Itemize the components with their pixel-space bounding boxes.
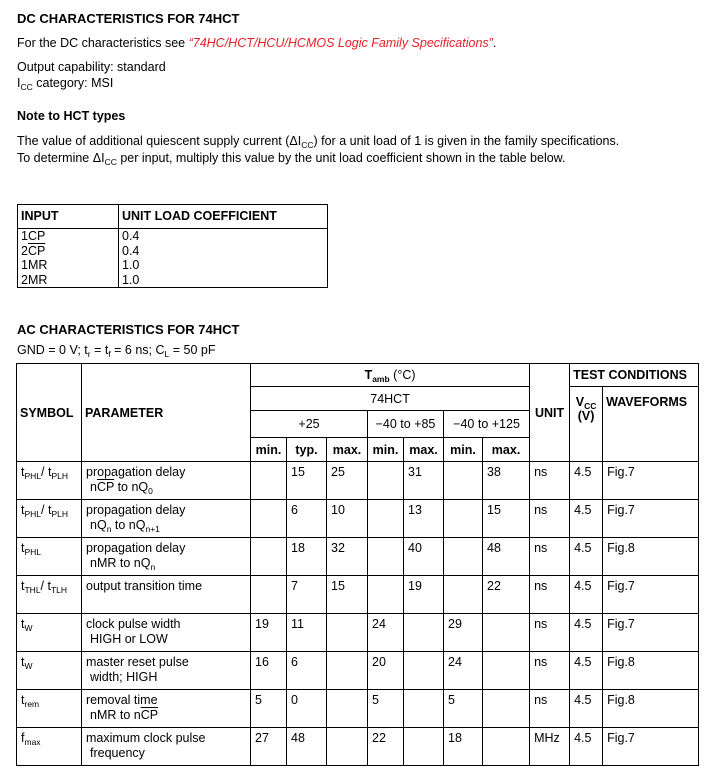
header-coef: UNIT LOAD COEFFICIENT bbox=[119, 205, 328, 229]
max85-cell bbox=[404, 652, 444, 690]
note-text: per input, multiply this value by the unit load coefficient shown in the table below. bbox=[116, 151, 566, 165]
parameter-cell bbox=[82, 728, 251, 766]
output-capability: Output capability: standard bbox=[17, 60, 166, 74]
text-segment: t bbox=[21, 503, 25, 517]
parameter-name: propagation delay bbox=[86, 541, 186, 555]
unit-cell: ns bbox=[530, 690, 570, 728]
max125-cell: 22 bbox=[483, 576, 530, 614]
min125-cell: 29 bbox=[444, 614, 483, 652]
unit-cell: ns bbox=[530, 462, 570, 500]
typ25-cell: 15 bbox=[287, 462, 327, 500]
parameter-cell bbox=[82, 576, 251, 614]
icc-value: category: MSI bbox=[32, 76, 114, 90]
min125-cell: 5 bbox=[444, 690, 483, 728]
header-unit: UNIT bbox=[530, 364, 570, 462]
typ25-cell: 11 bbox=[287, 614, 327, 652]
intro-period: . bbox=[492, 36, 497, 50]
note-text: The value of additional quiescent supply current (ΔI bbox=[17, 134, 302, 148]
input-overline: $\overline{CP}$ bbox=[27, 229, 46, 243]
icc-label: I bbox=[17, 76, 21, 90]
symbol-cell bbox=[17, 576, 82, 614]
text-segment: TLH bbox=[50, 585, 68, 595]
min125-cell bbox=[444, 538, 483, 576]
cond-sub: r bbox=[87, 349, 91, 359]
text-segment: n bbox=[150, 562, 156, 572]
unit-cell: ns bbox=[530, 500, 570, 538]
min85-cell bbox=[368, 538, 404, 576]
min85-cell: 22 bbox=[368, 728, 404, 766]
table-row bbox=[17, 652, 699, 690]
header-min: min. bbox=[368, 438, 404, 462]
parameter-cell bbox=[82, 500, 251, 538]
typ25-cell: 6 bbox=[287, 652, 327, 690]
table-row bbox=[17, 500, 699, 538]
max25-cell bbox=[327, 652, 368, 690]
symbol-cell bbox=[17, 652, 82, 690]
max125-cell: 15 bbox=[483, 500, 530, 538]
min125-cell bbox=[444, 500, 483, 538]
min25-cell bbox=[251, 576, 287, 614]
typ25-cell: 7 bbox=[287, 576, 327, 614]
parameter-detail bbox=[86, 708, 246, 723]
input-name: 2 bbox=[21, 243, 28, 258]
header-vcc bbox=[570, 387, 603, 462]
unit-cell: MHz bbox=[530, 728, 570, 766]
text-segment: f bbox=[21, 731, 25, 745]
symbol-cell bbox=[17, 728, 82, 766]
cond-sub: L bbox=[164, 349, 170, 359]
wave-cell: Fig.8 bbox=[603, 652, 699, 690]
symbol-cell bbox=[17, 538, 82, 576]
table-row bbox=[17, 538, 699, 576]
text-segment: PLH bbox=[51, 471, 68, 481]
text-segment: 0 bbox=[148, 486, 153, 496]
text-segment: PHL bbox=[24, 471, 42, 481]
text-segment: t bbox=[21, 579, 25, 593]
table-row bbox=[17, 462, 699, 500]
max125-cell bbox=[483, 690, 530, 728]
vcc-cell: 4.5 bbox=[570, 500, 603, 538]
wave-cell: Fig.7 bbox=[603, 614, 699, 652]
text-segment: rem bbox=[24, 699, 40, 709]
ac-conditions bbox=[17, 343, 216, 357]
min25-cell bbox=[251, 538, 287, 576]
parameter-name: maximum clock pulse bbox=[86, 731, 206, 745]
cond-text: = 6 ns; C bbox=[110, 343, 165, 357]
wave-cell: Fig.8 bbox=[603, 690, 699, 728]
parameter-name: propagation delay bbox=[86, 503, 186, 517]
text-segment: nMR to nQ bbox=[90, 556, 151, 570]
table-row bbox=[18, 273, 328, 288]
vcc-unit: (V) bbox=[577, 409, 595, 423]
note-text: ) for a unit load of 1 is given in the family specifications. bbox=[313, 134, 620, 148]
max25-cell bbox=[327, 614, 368, 652]
parameter-detail bbox=[86, 480, 246, 495]
family-spec-link[interactable]: “74HC/HCT/HCU/HCMOS Logic Family Specifications” bbox=[188, 36, 493, 50]
coef-cell: 1.0 bbox=[122, 258, 140, 272]
wave-cell: Fig.7 bbox=[603, 576, 699, 614]
icc-category bbox=[17, 76, 113, 90]
text-segment: t bbox=[21, 465, 25, 479]
symbol-cell bbox=[17, 500, 82, 538]
header-waveforms: WAVEFORMS bbox=[603, 387, 699, 462]
wave-cell: Fig.7 bbox=[603, 500, 699, 538]
min125-cell bbox=[444, 462, 483, 500]
min25-cell bbox=[251, 462, 287, 500]
min85-cell bbox=[368, 462, 404, 500]
table-row bbox=[18, 258, 328, 273]
text-segment: n bbox=[90, 480, 97, 494]
text-segment: n+1 bbox=[145, 524, 160, 534]
text-segment: t bbox=[21, 655, 25, 669]
min125-cell: 18 bbox=[444, 728, 483, 766]
parameter-detail bbox=[86, 746, 246, 761]
text-segment: PLH bbox=[51, 509, 68, 519]
symbol-cell bbox=[17, 614, 82, 652]
parameter-name: master reset pulse bbox=[86, 655, 189, 669]
table-row bbox=[18, 229, 328, 244]
text-segment: PHL bbox=[24, 547, 42, 557]
text-segment: HIGH or LOW bbox=[90, 632, 168, 646]
header-max: max. bbox=[327, 438, 368, 462]
ac-title bbox=[17, 322, 239, 337]
header-25: +25 bbox=[251, 411, 368, 438]
header-symbol: SYMBOL bbox=[17, 364, 82, 462]
input-name: 1MR bbox=[21, 258, 48, 272]
intro-text: For the DC characteristics see bbox=[17, 36, 189, 50]
vcc-cell: 4.5 bbox=[570, 690, 603, 728]
max125-cell bbox=[483, 614, 530, 652]
header-parameter: PARAMETER bbox=[82, 364, 251, 462]
min25-cell: 27 bbox=[251, 728, 287, 766]
cond-text: = 50 pF bbox=[169, 343, 216, 357]
vcc-cell: 4.5 bbox=[570, 462, 603, 500]
max25-cell: 25 bbox=[327, 462, 368, 500]
max85-cell bbox=[404, 690, 444, 728]
min125-cell: 24 bbox=[444, 652, 483, 690]
text-segment: max bbox=[24, 737, 41, 747]
max25-cell bbox=[327, 728, 368, 766]
vcc-cell: 4.5 bbox=[570, 728, 603, 766]
max125-cell bbox=[483, 652, 530, 690]
text-segment: frequency bbox=[90, 746, 145, 760]
wave-cell: Fig.7 bbox=[603, 462, 699, 500]
max85-cell: 13 bbox=[404, 500, 444, 538]
dc-title bbox=[17, 11, 239, 26]
wave-cell: Fig.7 bbox=[603, 728, 699, 766]
header-typ: typ. bbox=[287, 438, 327, 462]
tamb-unit: (°C) bbox=[389, 368, 416, 382]
parameter-detail bbox=[86, 632, 246, 647]
parameter-cell bbox=[82, 652, 251, 690]
max25-cell bbox=[327, 690, 368, 728]
parameter-detail bbox=[86, 518, 246, 533]
min85-cell bbox=[368, 500, 404, 538]
typ25-cell: 0 bbox=[287, 690, 327, 728]
vcc-sub: CC bbox=[584, 401, 597, 411]
ac-table bbox=[16, 363, 699, 766]
table-row bbox=[18, 244, 328, 259]
unit-cell: ns bbox=[530, 538, 570, 576]
max25-cell: 10 bbox=[327, 500, 368, 538]
parameter-name: output transition time bbox=[86, 579, 203, 593]
text-segment: / t bbox=[41, 465, 52, 479]
text-segment: nQ bbox=[90, 518, 107, 532]
header-max: max. bbox=[404, 438, 444, 462]
min85-cell: 20 bbox=[368, 652, 404, 690]
cond-text: = t bbox=[90, 343, 109, 357]
parameter-cell bbox=[82, 538, 251, 576]
header-input: INPUT bbox=[18, 205, 119, 229]
header-test-conditions: TEST CONDITIONS bbox=[570, 364, 699, 387]
min25-cell: 5 bbox=[251, 690, 287, 728]
wave-cell: Fig.8 bbox=[603, 538, 699, 576]
symbol-cell bbox=[17, 690, 82, 728]
max125-cell: 48 bbox=[483, 538, 530, 576]
min25-cell: 16 bbox=[251, 652, 287, 690]
parameter-name: removal time bbox=[86, 693, 158, 707]
max85-cell: 31 bbox=[404, 462, 444, 500]
header-tamb bbox=[251, 364, 530, 387]
dc-intro bbox=[17, 36, 496, 50]
text-segment: W bbox=[24, 661, 33, 671]
input-name: 2MR bbox=[21, 272, 48, 287]
table-row bbox=[17, 728, 699, 766]
header-min: min. bbox=[251, 438, 287, 462]
typ25-cell: 48 bbox=[287, 728, 327, 766]
header-min: min. bbox=[444, 438, 483, 462]
note-sub: CC bbox=[104, 157, 117, 167]
cond-sub: f bbox=[108, 349, 111, 359]
vcc-label: V bbox=[575, 395, 585, 409]
note-line-2 bbox=[17, 151, 566, 165]
min85-cell: 5 bbox=[368, 690, 404, 728]
note-text: To determine ΔI bbox=[17, 151, 105, 165]
typ25-cell: 6 bbox=[287, 500, 327, 538]
unit-load-table bbox=[17, 204, 328, 288]
ac-heading: AC CHARACTERISTICS FOR 74HCT bbox=[17, 322, 240, 337]
text-segment: W bbox=[24, 623, 33, 633]
table-row bbox=[17, 576, 699, 614]
text-segment: n bbox=[106, 524, 112, 534]
header-family: 74HCT bbox=[251, 387, 530, 411]
text-segment: / t bbox=[40, 579, 51, 593]
note-title: Note to HCT types bbox=[17, 109, 126, 123]
min85-cell: 24 bbox=[368, 614, 404, 652]
vcc-cell: 4.5 bbox=[570, 538, 603, 576]
typ25-cell: 18 bbox=[287, 538, 327, 576]
coef-cell: 0.4 bbox=[122, 243, 140, 258]
input-cell bbox=[18, 229, 119, 244]
text-segment: THL bbox=[24, 585, 41, 595]
text-segment: t bbox=[21, 541, 25, 555]
max125-cell: 38 bbox=[483, 462, 530, 500]
text-segment: width; HIGH bbox=[90, 670, 158, 684]
table-row bbox=[17, 690, 699, 728]
table-row bbox=[17, 614, 699, 652]
coef-cell: 0.4 bbox=[122, 229, 140, 243]
note-line-1 bbox=[17, 134, 619, 148]
cond-text: GND = 0 V; t bbox=[17, 343, 88, 357]
parameter-detail bbox=[86, 670, 246, 685]
max85-cell: 19 bbox=[404, 576, 444, 614]
vcc-cell: 4.5 bbox=[570, 614, 603, 652]
max25-cell: 32 bbox=[327, 538, 368, 576]
text-segment: / t bbox=[41, 503, 52, 517]
input-cell bbox=[18, 244, 119, 259]
text-segment: t bbox=[21, 617, 25, 631]
note-sub: CC bbox=[301, 140, 314, 150]
dc-heading: DC CHARACTERISTICS FOR 74HCT bbox=[17, 11, 240, 26]
table-header bbox=[18, 205, 328, 229]
header-85: −40 to +85 bbox=[368, 411, 444, 438]
text-segment: $\overline{CP}$ bbox=[140, 708, 159, 722]
header-125: −40 to +125 bbox=[444, 411, 530, 438]
vcc-cell: 4.5 bbox=[570, 576, 603, 614]
parameter-detail bbox=[86, 556, 246, 571]
tamb-sub: amb bbox=[372, 374, 390, 384]
text-segment: $\overline{CP}$ bbox=[96, 480, 115, 494]
icc-sub: CC bbox=[20, 82, 33, 92]
max85-cell bbox=[404, 614, 444, 652]
min85-cell bbox=[368, 576, 404, 614]
min25-cell bbox=[251, 500, 287, 538]
input-name: 1 bbox=[21, 229, 28, 243]
text-segment: PHL bbox=[24, 509, 42, 519]
parameter-name: propagation delay bbox=[86, 465, 186, 479]
parameter-cell bbox=[82, 462, 251, 500]
vcc-cell: 4.5 bbox=[570, 652, 603, 690]
unit-cell: ns bbox=[530, 652, 570, 690]
coef-cell: 1.0 bbox=[122, 272, 140, 287]
max85-cell bbox=[404, 728, 444, 766]
text-segment: t bbox=[21, 693, 25, 707]
header-max: max. bbox=[483, 438, 530, 462]
max125-cell bbox=[483, 728, 530, 766]
max25-cell: 15 bbox=[327, 576, 368, 614]
input-overline: $\overline{CP}$ bbox=[27, 243, 46, 258]
tamb-label: T bbox=[364, 368, 373, 382]
unit-cell: ns bbox=[530, 614, 570, 652]
min125-cell bbox=[444, 576, 483, 614]
unit-cell: ns bbox=[530, 576, 570, 614]
input-cell bbox=[18, 273, 119, 288]
text-segment: to nQ bbox=[114, 480, 149, 494]
text-segment: nMR to n bbox=[90, 708, 141, 722]
parameter-name: clock pulse width bbox=[86, 617, 181, 631]
max85-cell: 40 bbox=[404, 538, 444, 576]
parameter-cell bbox=[82, 690, 251, 728]
input-cell bbox=[18, 258, 119, 273]
parameter-cell bbox=[82, 614, 251, 652]
text-segment: to nQ bbox=[111, 518, 146, 532]
min25-cell: 19 bbox=[251, 614, 287, 652]
symbol-cell bbox=[17, 462, 82, 500]
